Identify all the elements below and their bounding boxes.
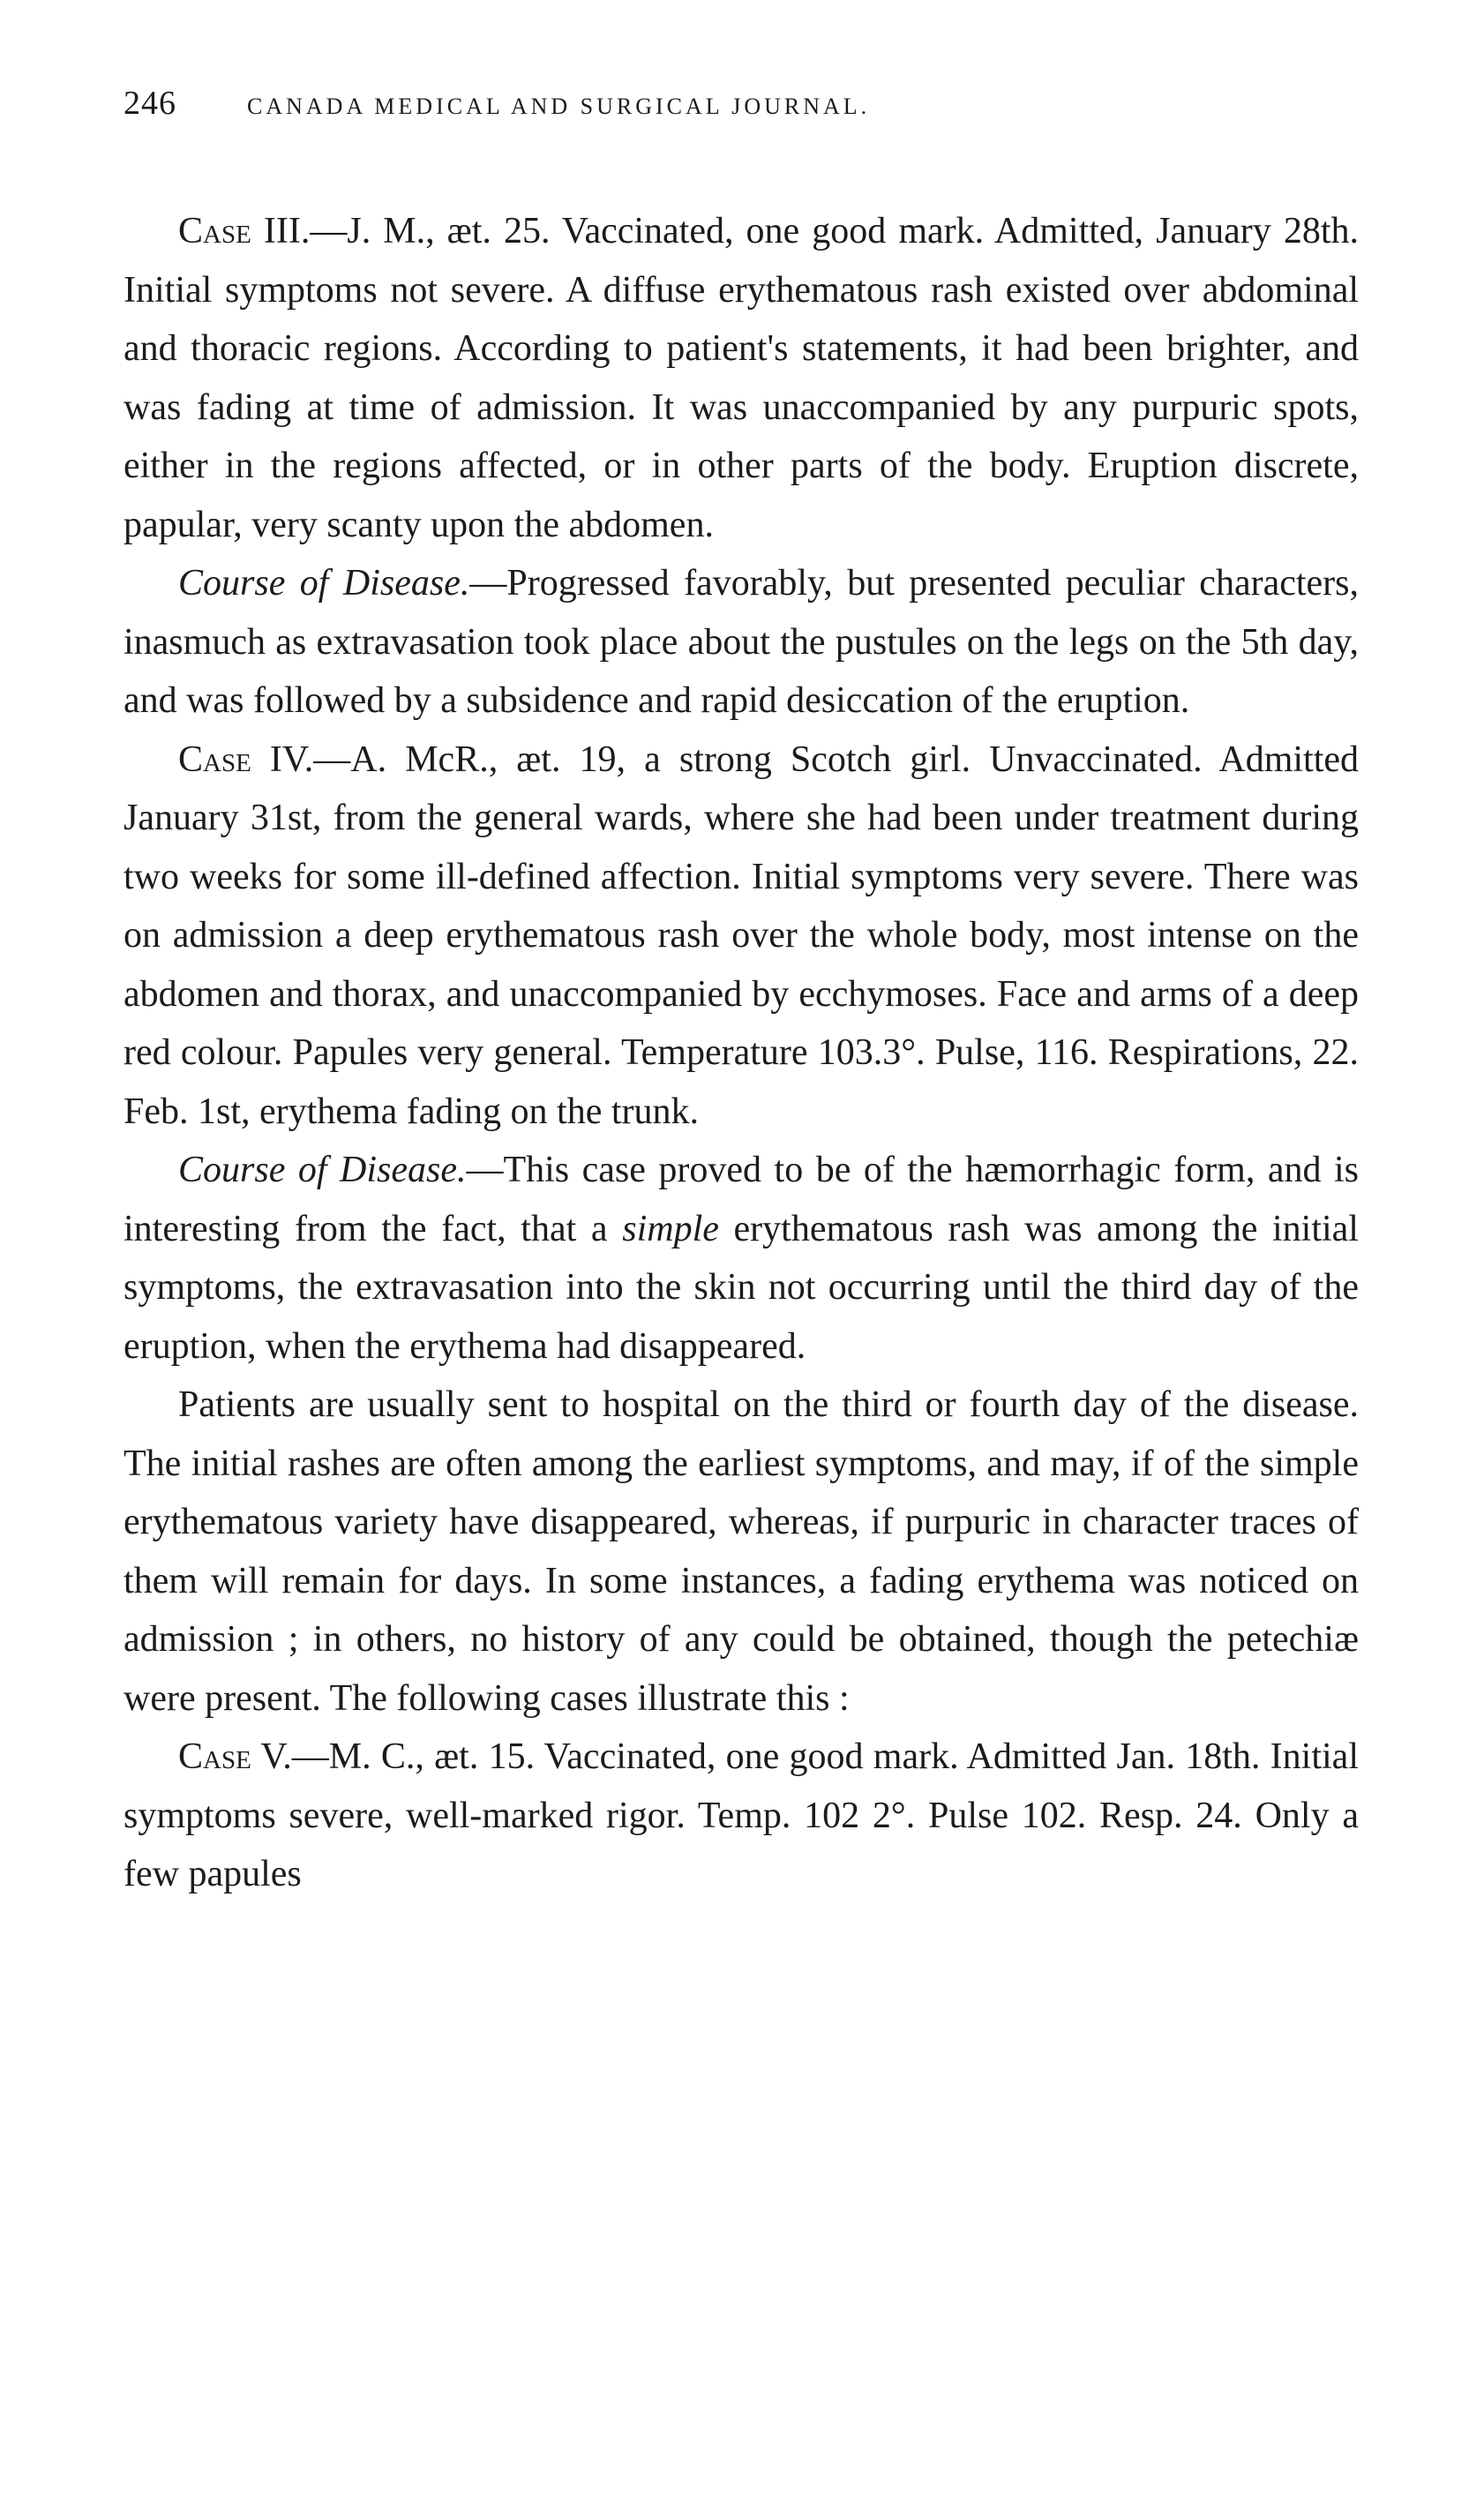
section-heading: Course of Disease. — [178, 1150, 467, 1190]
paragraph-text: erythematous rash was among the initial symptoms, the extravasation into the skin not occurring until the third day of the eruption, when the erythema had disappeared. — [124, 1208, 1359, 1367]
paragraph-text: —A. McR., æt. 19, a strong Scotch girl. Unvaccinated. Admitted January 31st, from the general wards, where she had been under treatment during two weeks for some ill-defined affection. Initial symptoms very severe. There was on admission a deep erythematous rash over the whole body, most intense on the abdomen and thorax, and unaccompanied by ecchymoses. Face and arms of a deep red colour. Papules very general. Temperature 103.3°. Pulse, 116. Respirations, 22. Feb. 1st, erythema fading on the trunk. — [124, 739, 1360, 1132]
article-body — [124, 202, 1359, 1904]
paragraph-course-case-3 — [124, 554, 1359, 731]
case-label: Case III. — [178, 211, 311, 251]
paragraph-course-case-4 — [124, 1141, 1359, 1376]
section-heading: Course of Disease. — [178, 563, 470, 604]
emphasized-word: simple — [622, 1208, 719, 1249]
running-header — [124, 84, 1359, 137]
paragraph-text: Patients are usually sent to hospital on the third or fourth day of the disease. The initial rashes are often among the earliest symptoms, and may, if of the simple erythematous variety have disappeared, whereas, if purpuric in character traces of them will remain for days. In some instances, a fading erythema was noticed on admission ; in others, no history of any could be obtained, though the petechiæ were present. The following cases illustrate this : — [124, 1384, 1359, 1719]
paragraph-text: —J. M., æt. 25. Vaccinated, one good mark. Admitted, January 28th. Initial symptoms not severe. A diffuse erythematous rash existed over abdominal and thoracic regions. According to patient's statements, it had been brighter, and was fading at time of admission. It was unaccompanied by any purpuric spots, either in the regions affected, or in other parts of the body. Eruption discrete, papular, very scanty upon the abdomen. — [124, 211, 1359, 545]
page-number: 246 — [124, 85, 176, 122]
paragraph-general — [124, 1376, 1359, 1728]
paragraph-case-5 — [124, 1728, 1359, 1904]
case-label: Case V. — [178, 1736, 292, 1777]
journal-title: CANADA MEDICAL AND SURGICAL JOURNAL. — [247, 94, 871, 119]
paragraph-case-3 — [124, 202, 1359, 554]
document-page — [124, 84, 1359, 1904]
paragraph-case-4 — [124, 731, 1359, 1142]
paragraph-text: —M. C., æt. 15. Vaccinated, one good mark. Admitted Jan. 18th. Initial symptoms severe, well-marked rigor. Temp. 102 2°. Pulse 102. Resp. 24. Only a few papules — [124, 1736, 1359, 1894]
paragraph-text: —This case proved to be of the hæmorrhagic form, and is interesting from the fact, that a — [124, 1150, 1359, 1249]
paragraph-text: —Progressed favorably, but presented peculiar characters, inasmuch as extravasation took place about the pustules on the legs on the 5th day, and was followed by a subsidence and rapid desiccation of the eruption. — [124, 563, 1359, 721]
case-label: Case IV. — [178, 739, 314, 780]
